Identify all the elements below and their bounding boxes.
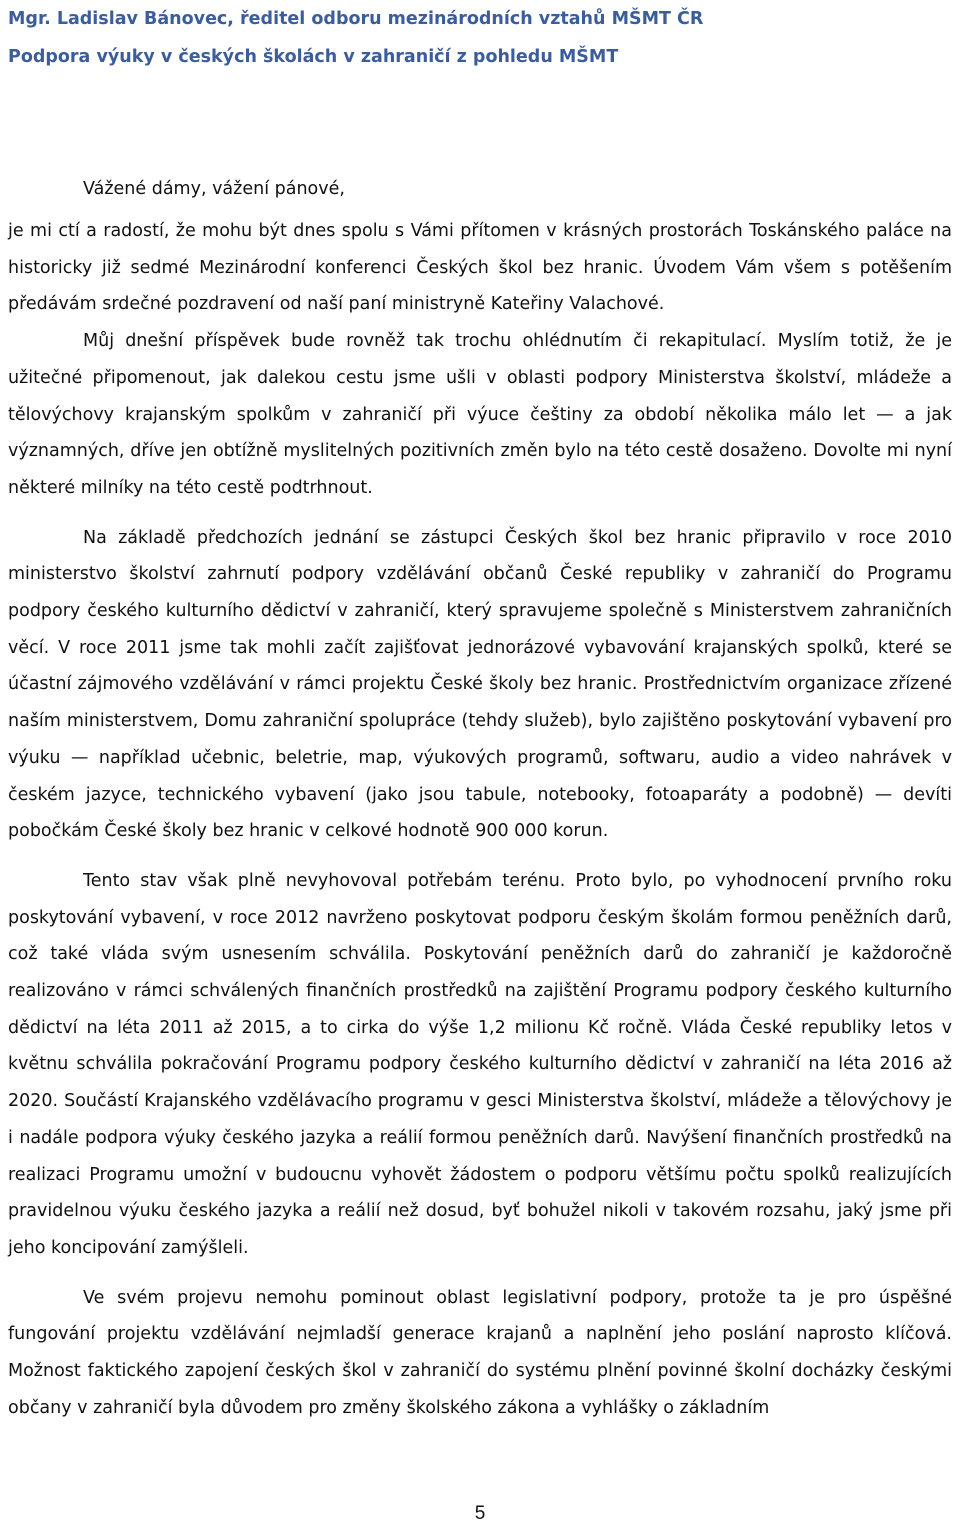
document-body [8,171,952,1427]
salutation: Vážené dámy, vážení pánové, [83,179,345,199]
document-header [8,6,952,70]
page-number: 5 [474,1503,486,1524]
paragraph-recap: Můj dnešní příspěvek bude rovněž tak trochu ohlédnutím či rekapitulací. Myslím totiž, že je užitečné připomenout, jak dalekou cestu jsme ušli v oblasti podpory Ministerstva školství, mládeže a tělovýchovy krajanským spolkům v zahraničí při výuce češtiny za období několika málo let — a jak významných, dříve jen obtížně myslitelných pozitivních změn bylo na této cestě dosaženo. Dovolte mi nyní některé milníky na této cestě podtrhnout. [8,331,952,498]
paragraph-intro: je mi ctí a radostí, že mohu být dnes spolu s Vámi přítomen v krásných prostorách Toskánského paláce na historicky již sedmé Mezinárodní konferenci Českých škol bez hranic. Úvodem Vám všem s potěšením předávám srdečné pozdravení od naší paní ministryně Kateřiny Valachové. [8,221,952,315]
paragraph-financial-gifts: Tento stav však plně nevyhovoval potřebám terénu. Proto bylo, po vyhodnocení prvního roku poskytování vybavení, v roce 2012 navrženo poskytovat podporu českým školám formou peněžních darů, což také vláda svým usnesením schválila. Poskytování peněžních darů do zahraničí je každoročně realizováno v rámci schválených finančních prostředků na zajištění Programu podpory českého kulturního dědictví na léta 2011 až 2015, a to cirka do výše 1,2 milionu Kč ročně. Vláda České republiky letos v květnu schválila pokračování Programu podpory českého kulturního dědictví v zahraničí na léta 2016 až 2020. Součástí Krajanského vzdělávacího programu v gesci Ministerstva školství, mládeže a tělovýchovy je i nadále podpora výuky českého jazyka a reálií formou peněžních darů. Navýšení finančních prostředků na realizaci Programu umožní v budoucnu vyhovět žádostem o podporu většímu počtu spolků realizujících pravidelnou výuku českého jazyka a reálií než dosud, byť bohužel nikoli v takovém rozsahu, jaký jsme při jeho koncipování zamýšleli. [8,870,952,1258]
paragraph-program-2010: Na základě předchozích jednání se zástupci Českých škol bez hranic připravilo v roce 2010 ministerstvo školství zahrnutí podpory vzdělávání občanů České republiky v zahraničí do Programu podpory českého kulturního dědictví v zahraničí, který spravujeme společně s Ministerstvem zahraničních věcí. V roce 2011 jsme tak mohli začít zajišťovat jednorázové vybavování krajanských spolků, které se účastní zájmového vzdělávání v rámci projektu České školy bez hranic. Prostřednictvím organizace zřízené naším ministerstvem, Domu zahraniční spolupráce (tehdy služeb), bylo zajištěno poskytování vybavení pro výuku — například učebnic, beletrie, map, výukových programů, softwaru, audio a video nahrávek v českém jazyce, technického vybavení (jako jsou tabule, notebooky, fotoaparáty a podobně) — devíti pobočkám České školy bez hranic v celkové hodnotě 900 000 korun. [8,527,952,842]
author-line: Mgr. Ladislav Bánovec, ředitel odboru mezinárodních vztahů MŠMT ČR [8,9,704,29]
paragraph-legislation: Ve svém projevu nemohu pominout oblast legislativní podpory, protože ta je pro úspěšné fungování projektu vzdělávání nejmladší generace krajanů a naplnění jeho poslání naprosto klíčová. Možnost faktického zapojení českých škol v zahraničí do systému plnění povinné školní docházky českými občany v zahraničí byla důvodem pro změny školského zákona a vyhlášky o základním [8,1287,952,1418]
document-title: Podpora výuky v českých školách v zahraničí z pohledu MŠMT [8,47,619,67]
